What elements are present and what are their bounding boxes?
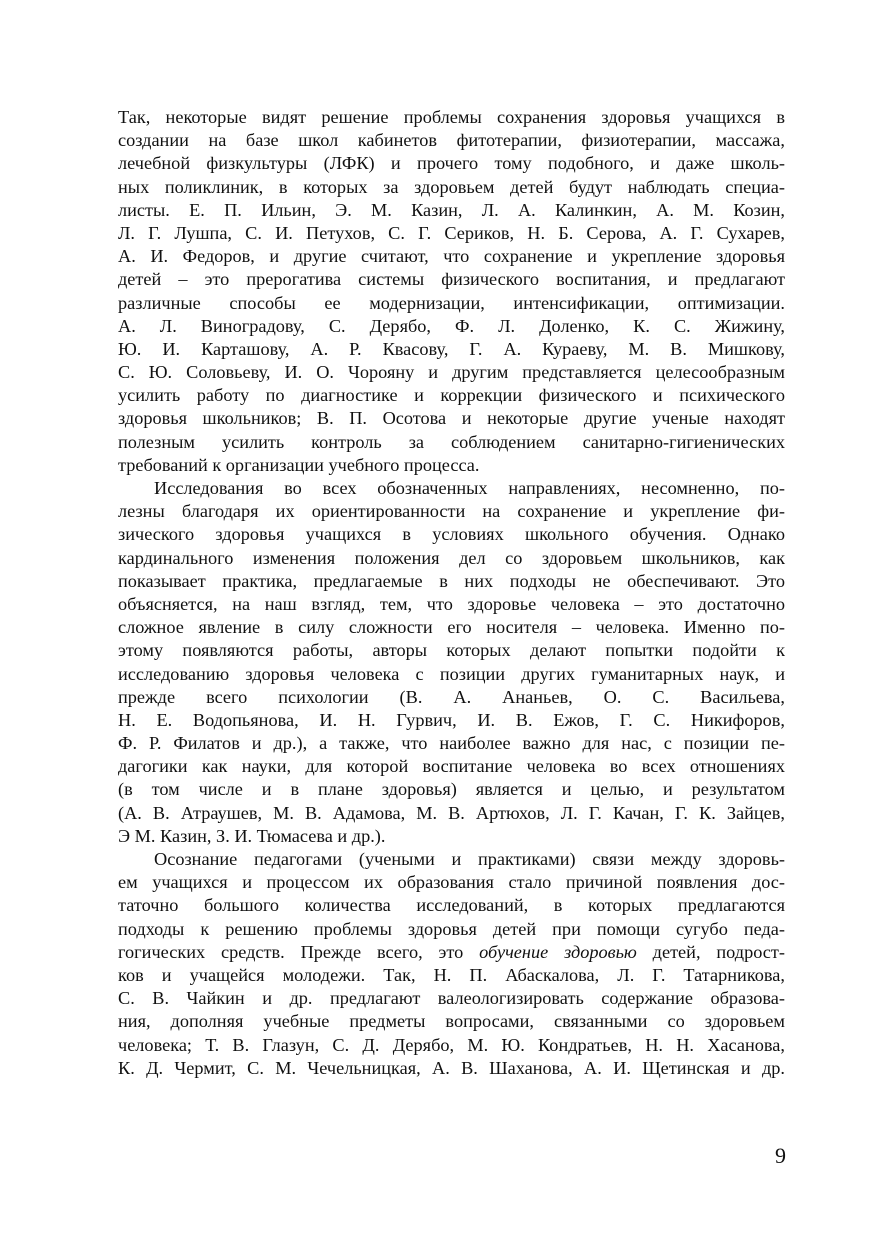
text-segment: детей, подрост- xyxy=(636,941,785,962)
text-line: здоровья школьников; В. П. Осотова и некоторые другие ученые находят xyxy=(118,408,785,429)
text-line: дагогики как науки, для которой воспитание человека во всех отношениях xyxy=(118,756,785,777)
text-line: (А. В. Атраушев, М. В. Адамова, М. В. Артюхов, Л. Г. Качан, Г. К. Зайцев, xyxy=(118,802,785,823)
text-line: подходы к решению проблемы здоровья детей при помощи сугубо педа- xyxy=(118,918,785,939)
text-line: сложное явление в силу сложности его носителя – человека. Именно по- xyxy=(118,617,785,638)
text-line: Осознание педагогами (учеными и практиками) связи между здоровь- xyxy=(154,849,785,869)
text-line: А. И. Федоров, и другие считают, что сохранение и укрепление здоровья xyxy=(118,246,785,267)
page-number: 9 xyxy=(775,1143,786,1168)
page-body xyxy=(118,106,785,1080)
text-line: Л. Г. Лушпа, С. И. Петухов, С. Г. Сериков, Н. Б. Серова, А. Г. Сухарев, xyxy=(118,222,785,243)
text-line: таточно большого количества исследований, в которых предлагаются xyxy=(118,895,785,916)
text-line: показывает практика, предлагаемые в них подходы не обеспечивают. Это xyxy=(118,570,785,591)
text-line: полезным усилить контроль за соблюдением санитарно-гигиенических xyxy=(118,431,785,452)
text-line: детей – это прерогатива системы физического воспитания, и предлагают xyxy=(118,269,785,290)
text-line: исследованию здоровья человека с позиции других гуманитарных наук, и xyxy=(118,663,785,684)
text-line: лезны благодаря их ориентированности на сохранение и укрепление фи- xyxy=(118,501,785,522)
text-line: (в том числе и в плане здоровья) является и целью, и результатом xyxy=(118,779,785,800)
text-line: прежде всего психологии (В. А. Ананьев, О. С. Васильева, xyxy=(118,686,785,707)
text-line: А. Л. Виноградову, С. Дерябо, Ф. Л. Доленко, К. С. Жижину, xyxy=(118,315,785,336)
text-line: объясняется, на наш взгляд, тем, что здоровье человека – это достаточно xyxy=(118,593,785,614)
text-line: ния, дополняя учебные предметы вопросами, связанными со здоровьем xyxy=(118,1011,785,1032)
text-line: Н. Е. Водопьянова, И. Н. Гурвич, И. В. Ежов, Г. С. Никифоров, xyxy=(118,709,785,730)
text-line: лечебной физкультуры (ЛФК) и прочего тому подобного, и даже школь- xyxy=(118,153,785,174)
text-segment: гогических средств. Прежде всего, это xyxy=(118,941,480,962)
text-line: ков и учащейся молодежи. Так, Н. П. Абаскалова, Л. Г. Татарникова, xyxy=(118,964,785,985)
text-line: К. Д. Чермит, С. М. Чечельницкая, А. В. Шаханова, А. И. Щетинская и др. xyxy=(118,1057,785,1078)
text-line: Исследования во всех обозначенных направлениях, несомненно, по- xyxy=(154,478,785,498)
text-line: усилить работу по диагностике и коррекции физического и психического xyxy=(118,385,785,406)
text-line: С. Ю. Соловьеву, И. О. Чорояну и другим представляется целесообразным xyxy=(118,362,785,383)
text-line: ных поликлиник, в которых за здоровьем детей будут наблюдать специа- xyxy=(118,176,785,197)
italic-term: обучение здоровью xyxy=(479,941,637,962)
text-line: требований к организации учебного процесса. xyxy=(118,454,480,475)
text-line: кардинального изменения положения дел со здоровьем школьников, как xyxy=(118,547,785,568)
text-line: ем учащихся и процессом их образования стало причиной появления дос- xyxy=(118,872,785,893)
text-line: этому появляются работы, авторы которых делают попытки подойти к xyxy=(118,640,785,661)
paragraph-3 xyxy=(118,848,785,1080)
text-line: создании на базе школ кабинетов фитотерапии, физиотерапии, массажа, xyxy=(118,130,785,151)
text-line: Так, некоторые видят решение проблемы сохранения здоровья учащихся в xyxy=(118,107,785,127)
text-line: человека; Т. В. Глазун, С. Д. Дерябо, М. Ю. Кондратьев, Н. Н. Хасанова, xyxy=(118,1034,785,1055)
text-line: Э М. Казин, З. И. Тюмасева и др.). xyxy=(118,825,386,846)
text-line: С. В. Чайкин и др. предлагают валеологизировать содержание образова- xyxy=(118,988,785,1009)
paragraph-2 xyxy=(118,477,785,848)
text-line: Ю. И. Карташову, А. Р. Квасову, Г. А. Кураеву, М. В. Мишкову, xyxy=(118,338,785,359)
text-line: различные способы ее модернизации, интенсификации, оптимизации. xyxy=(118,292,785,313)
paragraph-1 xyxy=(118,106,785,477)
text-line xyxy=(118,941,785,964)
text-line: зического здоровья учащихся в условиях школьного обучения. Однако xyxy=(118,524,785,545)
text-line: Ф. Р. Филатов и др.), а также, что наиболее важно для нас, с позиции пе- xyxy=(118,733,785,754)
text-line: листы. Е. П. Ильин, Э. М. Казин, Л. А. Калинкин, А. М. Козин, xyxy=(118,199,785,220)
